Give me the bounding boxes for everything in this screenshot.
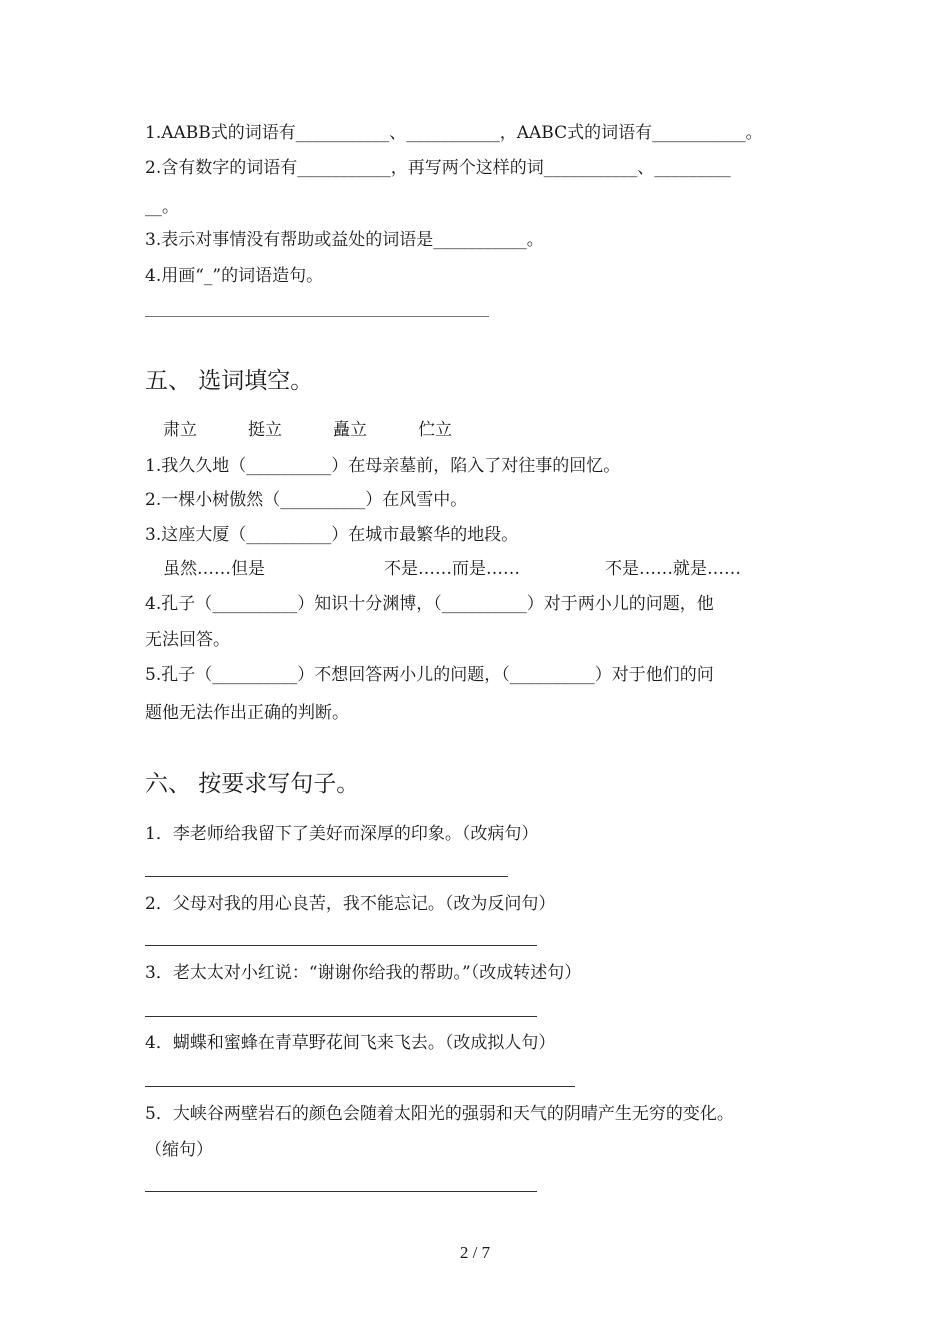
question-5-5-continued: 题他无法作出正确的判断。 (145, 703, 349, 723)
page-number: 2 / 7 (459, 1243, 491, 1262)
question-4-1: 1.AABB式的词语有___________、___________，AABC式的词语有___________。 (145, 123, 763, 143)
question-4-2: 2.含有数字的词语有___________，再写两个这样的词___________、_________ (145, 158, 731, 178)
answer-line[interactable] (145, 316, 489, 317)
question-5-3: 3.这座大厦（__________）在城市最繁华的地段。 (145, 525, 519, 545)
answer-line-6-4[interactable] (145, 1086, 575, 1087)
section-6-heading: 六、 按要求写句子。 (145, 771, 360, 797)
question-4-2-continued: __。 (145, 197, 179, 217)
answer-line-6-1[interactable] (145, 876, 508, 877)
question-6-3: 3．老太太对小红说：“谢谢你给我的帮助。”（改成转述句） (145, 963, 582, 983)
question-6-5: 5．大峡谷两壁岩石的颜色会随着太阳光的强弱和天气的阴晴产生无穷的变化。 (145, 1104, 734, 1124)
question-5-1: 1.我久久地（__________）在母亲墓前，陷入了对往事的回忆。 (145, 456, 621, 476)
question-4-3: 3.表示对事情没有帮助或益处的词语是___________。 (145, 230, 544, 250)
answer-line-6-2[interactable] (145, 945, 537, 946)
question-5-4-continued: 无法回答。 (145, 630, 230, 650)
word-bank-1: 肃立 挺立 矗立 伫立 (163, 420, 452, 440)
question-6-5-continued: （缩句） (145, 1140, 213, 1160)
word-bank-2: 虽然……但是 不是……而是…… 不是……就是…… (163, 559, 741, 579)
question-4-4: 4.用画“_”的词语造句。 (145, 266, 324, 286)
answer-line-6-5[interactable] (145, 1191, 537, 1192)
question-5-2: 2.一棵小树傲然（__________）在风雪中。 (145, 490, 468, 510)
question-6-1: 1．李老师给我留下了美好而深厚的印象。（改病句） (145, 824, 539, 844)
question-6-2: 2．父母对我的用心良苦，我不能忘记。（改为反问句） (145, 894, 556, 914)
question-6-4: 4．蝴蝶和蜜蜂在青草野花间飞来飞去。（改成拟人句） (145, 1033, 556, 1053)
question-5-4: 4.孔子（__________）知识十分渊博，（__________）对于两小儿的问题，他 (145, 594, 714, 614)
answer-line-6-3[interactable] (145, 1016, 537, 1017)
question-5-5: 5.孔子（__________）不想回答两小儿的问题，（__________）对于他们的问 (145, 665, 714, 685)
section-5-heading: 五、 选词填空。 (145, 368, 314, 394)
